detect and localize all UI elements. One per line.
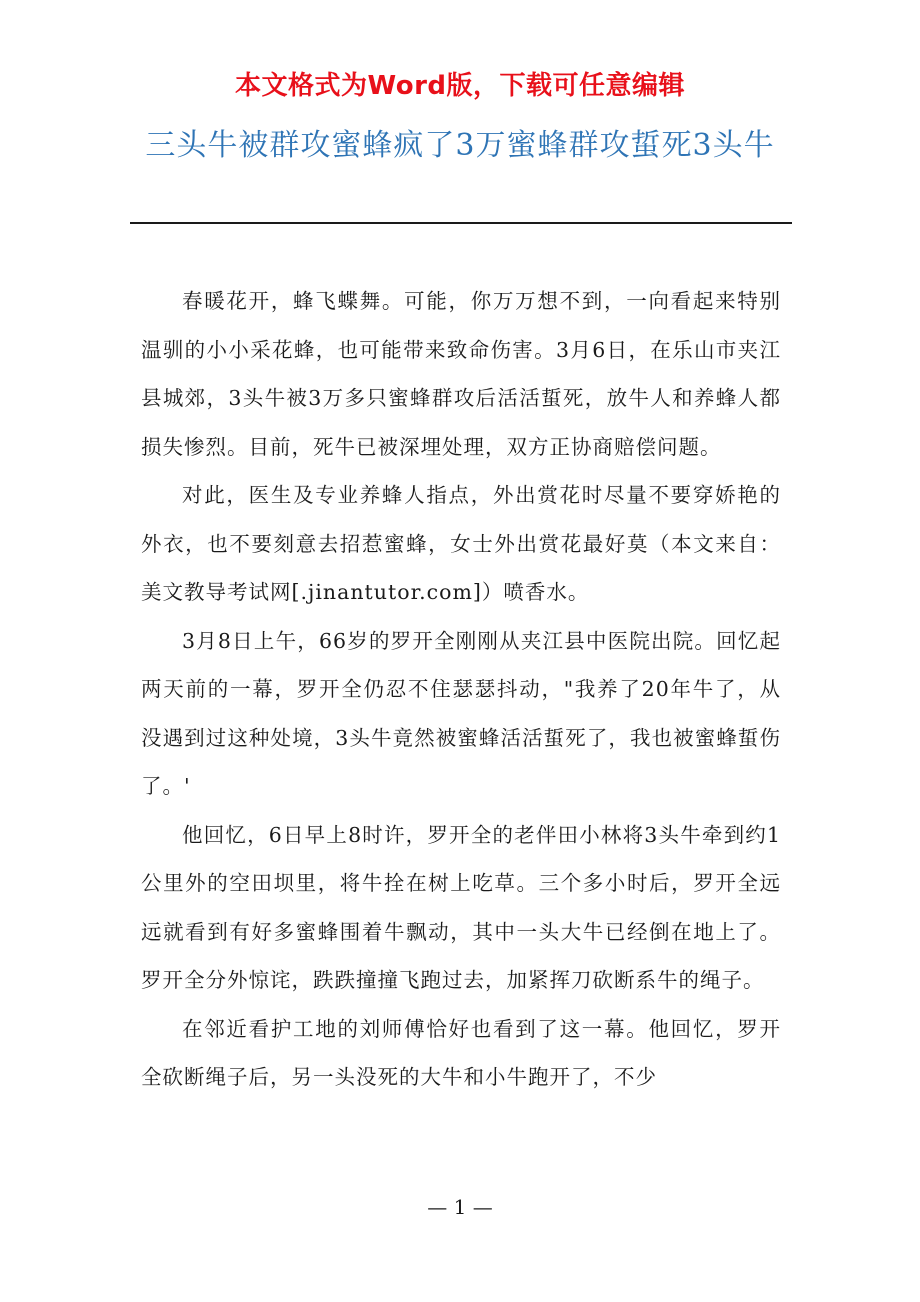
editable-notice-banner: 本文格式为Word版，下载可任意编辑 bbox=[234, 71, 686, 101]
paragraph: 对此，医生及专业养蜂人指点，外出赏花时尽量不要穿娇艳的外衣，也不要刻意去招惹蜜蜂，女士外出赏花最好莫（本文来自：美文教导考试网[.jinantutor.com]）喷香水。 bbox=[141, 483, 781, 604]
paragraph: 3月8日上午，66岁的罗开全刚刚从夹江县中医院出院。回忆起两天前的一幕，罗开全仍忍不住瑟瑟抖动，"我养了20年牛了，从没遇到过这种处境，3头牛竟然被蜜蜂活活蜇死了，我也被蜜蜂蜇伤了。' bbox=[141, 628, 781, 798]
paragraph: 春暖花开，蜂飞蝶舞。可能，你万万想不到，一向看起来特别温驯的小小采花蜂，也可能带来致命伤害。3月6日，在乐山市夹江县城郊，3头牛被3万多只蜜蜂群攻后活活蜇死，放牛人和养蜂人都损失惨烈。目前，死牛已被深埋处理，双方正协商赔偿问题。 bbox=[141, 289, 781, 459]
page-number: — 1 — bbox=[427, 1195, 493, 1219]
paragraph: 在邻近看护工地的刘师傅恰好也看到了这一幕。他回忆，罗开全砍断绳子后，另一头没死的大牛和小牛跑开了，不少 bbox=[141, 1016, 781, 1089]
paragraph: 他回忆，6日早上8时许，罗开全的老伴田小林将3头牛牵到约1公里外的空田坝里，将牛拴在树上吃草。三个多小时后，罗开全远远就看到有好多蜜蜂围着牛飘动，其中一头大牛已经倒在地上了。罗开全分外惊诧，跌跌撞撞飞跑过去，加紧挥刀砍断系牛的绳子。 bbox=[141, 822, 781, 992]
title-divider bbox=[130, 222, 792, 224]
document-title: 三头牛被群攻蜜蜂疯了3万蜜蜂群攻蜇死3头牛 bbox=[145, 128, 775, 163]
article-body bbox=[141, 277, 781, 1102]
